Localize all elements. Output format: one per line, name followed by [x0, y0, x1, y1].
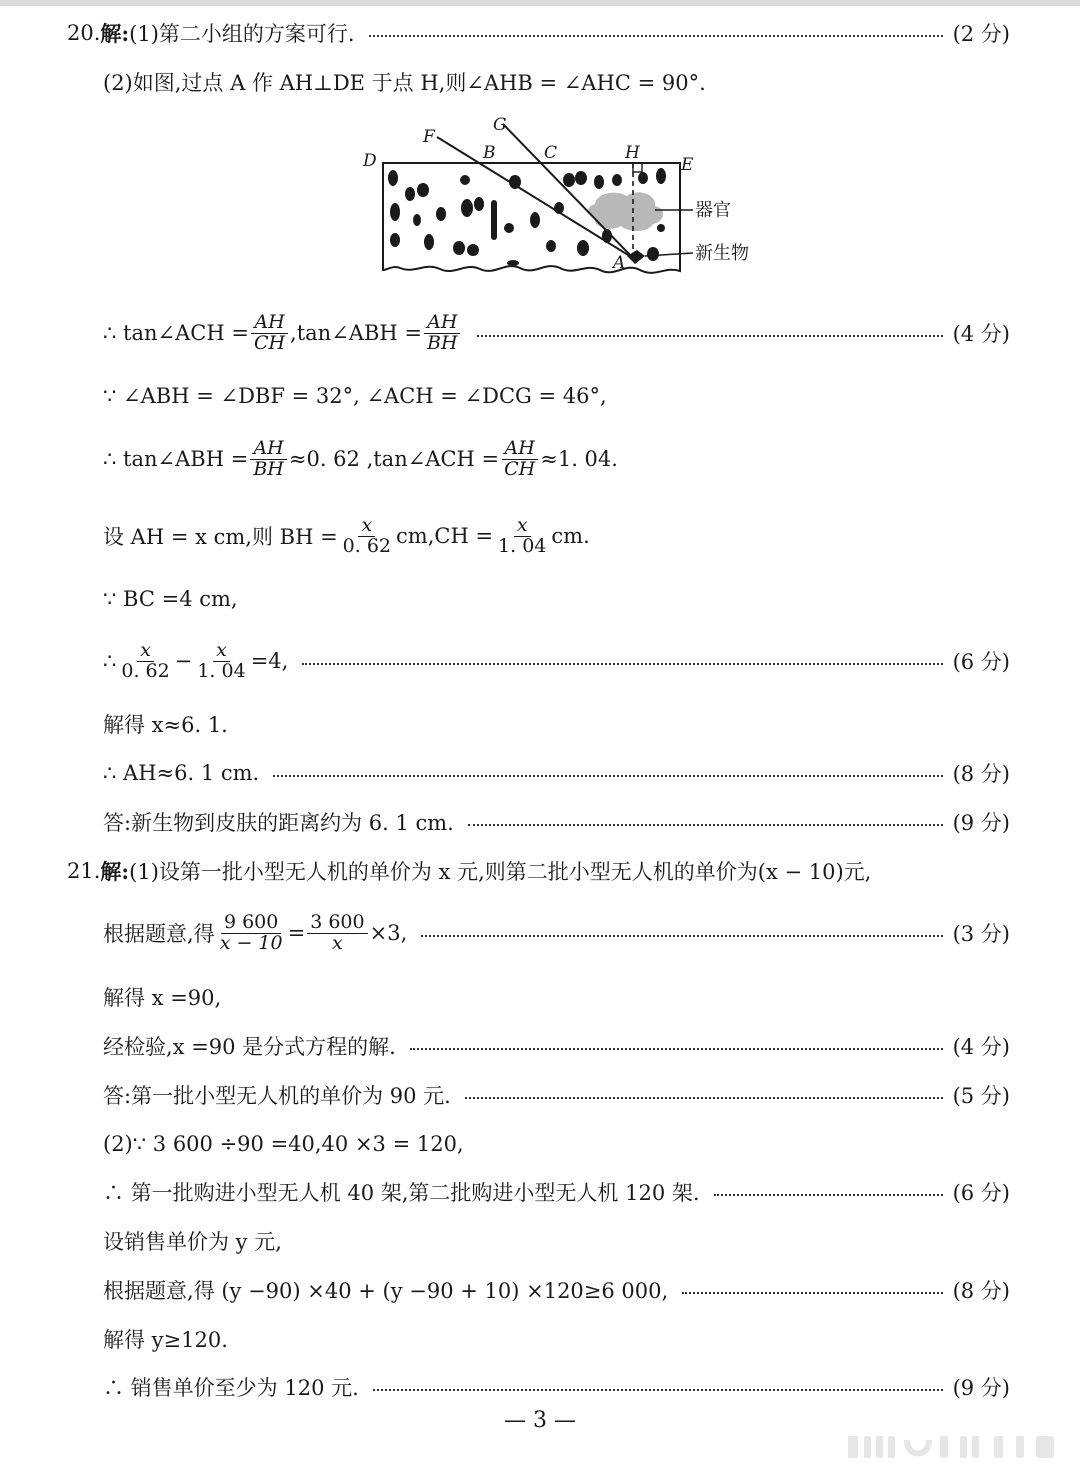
fraction-x-104: $\frac{x}{1. 04}$ — [498, 513, 547, 557]
dot-leader — [369, 35, 943, 37]
line-text: 经检验,x =90 是分式方程的解. — [103, 1035, 396, 1059]
line-lead: ∴ tan∠ABH = — [103, 447, 249, 471]
dot-leader — [465, 1097, 943, 1099]
fraction-ah-bh: $\frac{AH}{BH}$ — [250, 439, 287, 480]
fraction-x-104: $\frac{x}{1. 04}$ — [197, 638, 246, 682]
label-a: A — [613, 253, 626, 273]
line-mid: = — [287, 921, 306, 945]
q21-line-7 — [0, 1172, 1080, 1212]
fraction-ah-ch: $\frac{AH}{CH}$ — [251, 313, 288, 354]
line-tail: =4, — [250, 649, 289, 673]
fraction-9600: $\frac{9 600}{x - 10}$ — [219, 910, 283, 954]
q20-line-9 — [0, 704, 1080, 744]
q21-line-11 — [0, 1367, 1080, 1407]
line-text: ∵ BC =4 cm, — [103, 587, 238, 611]
fraction-ah-bh: $\frac{AH}{BH}$ — [424, 313, 461, 354]
line-text: 答:第一批小型无人机的单价为 90 元. — [103, 1084, 451, 1108]
label-b: B — [483, 143, 496, 163]
label-f: F — [423, 127, 435, 147]
fraction-ah-ch: $\frac{AH}{CH}$ — [501, 439, 538, 480]
line-text: (1)第二小组的方案可行. — [129, 22, 355, 46]
q21-line-3 — [0, 977, 1080, 1017]
line-text: ∴ 第一批购进小型无人机 40 架,第二批购进小型无人机 120 架. — [103, 1181, 700, 1205]
line-mid: − — [174, 649, 193, 673]
page-number: — 3 — — [504, 1408, 576, 1433]
fraction-x-062: $\frac{x}{0. 62}$ — [121, 638, 170, 682]
line-mid: ≈0. 62 ,tan∠ACH = — [288, 447, 500, 471]
score: (3 分) — [952, 922, 1010, 946]
q21-line-2 — [0, 903, 1080, 963]
dot-leader — [373, 1389, 943, 1391]
line-text: (2)∵ 3 600 ÷90 =40,40 ×3 = 120, — [103, 1132, 464, 1156]
label-h: H — [625, 143, 640, 163]
line-text: (2)如图,过点 A 作 AH⊥DE 于点 H,则∠AHB = ∠AHC = 90°. — [103, 71, 706, 95]
q20-line-10 — [0, 753, 1080, 793]
line-text: 根据题意,得 (y −90) ×40 + (y −90 + 10) ×120≥6 000, — [103, 1279, 669, 1303]
q21-line-9 — [0, 1270, 1080, 1310]
q20-line-7 — [0, 579, 1080, 619]
line-text: 解得 x =90, — [103, 986, 222, 1010]
score: (2 分) — [952, 22, 1010, 46]
q21-line-4 — [0, 1026, 1080, 1066]
q21-line-8 — [0, 1221, 1080, 1261]
line-lead: ∴ tan∠ACH = — [103, 321, 249, 345]
line-text: ∵ ∠ABH = ∠DBF = 32°, ∠ACH = ∠DCG = 46°, — [103, 384, 607, 408]
line-lead: ∴ — [103, 649, 117, 673]
q21-line-10 — [0, 1319, 1080, 1359]
organ-shape — [588, 192, 663, 231]
q20-line-2 — [0, 62, 1080, 102]
q21-line-6 — [0, 1124, 1080, 1164]
q20-line-8 — [0, 631, 1080, 691]
question-number: 21. — [67, 859, 101, 883]
line-lead: 根据题意,得 — [103, 922, 215, 946]
top-border — [0, 0, 1080, 6]
score: (6 分) — [952, 650, 1010, 674]
q20-line-1 — [0, 13, 1080, 53]
dot-leader — [302, 663, 942, 665]
dot-leader — [477, 335, 943, 337]
score: (6 分) — [952, 1181, 1010, 1205]
score: (8 分) — [952, 762, 1010, 786]
line-text: ∴ 销售单价至少为 120 元. — [103, 1376, 359, 1400]
solution-label: 解: — [100, 21, 130, 46]
line-tail: cm. — [551, 524, 590, 548]
line-text: (1)设第一批小型无人机的单价为 x 元,则第二批小型无人机的单价为(x − 10)元, — [129, 860, 872, 884]
dot-leader — [410, 1048, 943, 1050]
dot-leader — [421, 935, 942, 937]
line-text: 答:新生物到皮肤的距离约为 6. 1 cm. — [103, 811, 454, 835]
score: (9 分) — [952, 1376, 1010, 1400]
solution-label: 解: — [100, 859, 130, 884]
dot-leader — [273, 775, 942, 777]
q20-line-5 — [0, 429, 1080, 489]
dot-leader — [468, 824, 943, 826]
q20-line-3 — [0, 303, 1080, 363]
line-mid: cm,CH = — [396, 524, 494, 548]
score: (4 分) — [952, 1035, 1010, 1059]
skin-diagram — [355, 108, 775, 288]
line-mid: ,tan∠ABH = — [290, 321, 422, 345]
score: (4 分) — [952, 322, 1010, 346]
fraction-3600: $\frac{3 600}{x}$ — [307, 913, 367, 954]
label-c: C — [544, 143, 558, 163]
line-text: ∴ AH≈6. 1 cm. — [103, 761, 260, 785]
watermark-bars-icon — [848, 1432, 1058, 1462]
fraction-x-062: $\frac{x}{0. 62}$ — [342, 513, 392, 557]
question-number: 20. — [67, 21, 101, 45]
q20-line-11 — [0, 802, 1080, 842]
line-lead: 设 AH = x cm,则 BH = — [103, 525, 338, 549]
line-tail: ≈1. 04. — [540, 447, 618, 471]
line-text: 解得 x≈6. 1. — [103, 713, 228, 737]
label-organ: 器官 — [695, 200, 731, 221]
line-text: 解得 y≥120. — [103, 1328, 228, 1352]
label-e: E — [681, 155, 694, 175]
score: (9 分) — [952, 811, 1010, 835]
label-g: G — [493, 115, 507, 135]
q20-line-4 — [0, 376, 1080, 416]
label-new-growth: 新生物 — [695, 243, 749, 264]
dot-leader — [714, 1194, 943, 1196]
line-tail: ×3, — [369, 921, 408, 945]
label-d: D — [363, 151, 377, 171]
q21-line-1 — [0, 851, 1080, 891]
q20-line-6 — [0, 506, 1080, 566]
dot-leader — [682, 1292, 942, 1294]
q21-line-5 — [0, 1075, 1080, 1115]
line-text: 设销售单价为 y 元, — [103, 1230, 282, 1254]
score: (5 分) — [952, 1084, 1010, 1108]
score: (8 分) — [952, 1279, 1010, 1303]
